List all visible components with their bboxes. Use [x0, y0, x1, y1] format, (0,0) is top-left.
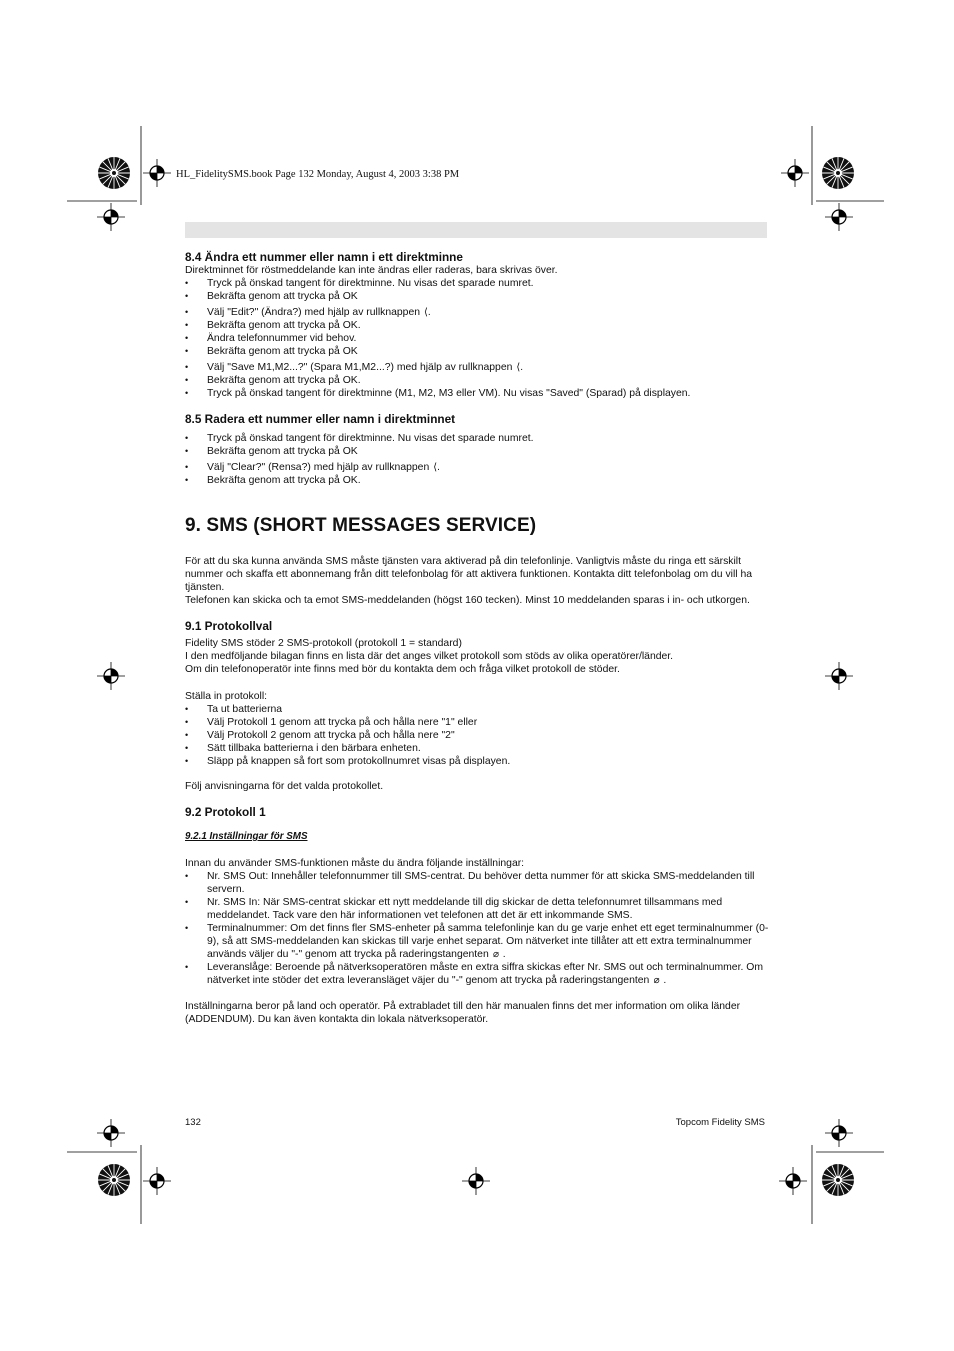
clear-key-icon: ⌀: [492, 949, 499, 960]
section-9-2-title: 9.2 Protokoll 1: [185, 805, 266, 819]
list-item: • Släpp på knappen så fort som protokollnumret visas på displayen.: [185, 755, 769, 768]
section-9-1-line: Fidelity SMS stöder 2 SMS-protokoll (protokoll 1 = standard): [185, 638, 462, 649]
header-band: [185, 222, 767, 238]
chapter-9-paragraph: Telefonen kan skicka och ta emot SMS-meddelanden (högst 160 tecken). Minst 10 meddelanden sparas i in- och utkorgen.: [185, 595, 750, 606]
list-item: • Ta ut batterierna: [185, 703, 769, 716]
list-item: • Ändra telefonnummer vid behov.: [185, 332, 769, 345]
chapter-9-title: 9. SMS (SHORT MESSAGES SERVICE): [185, 515, 537, 536]
section-8-4-intro: Direktminnet för röstmeddelande kan inte ändras eller raderas, bara skrivas över.: [185, 265, 558, 276]
list-item: • Leveranslåge: Beroende på nätverksoperatören måste en extra siffra skickas efter Nr. SMS out och terminalnummer. Om nätverket inte stöder det extra leveransläget väjer du "-" genom att trycka på raderingstangenten ⌀ .: [185, 961, 769, 987]
section-9-2-list: [185, 870, 769, 987]
list-item: • Välj "Edit?" (Ändra?) med hjälp av rullknappen ⟨.: [185, 306, 769, 319]
list-item: • Bekräfta genom att trycka på OK: [185, 290, 769, 303]
section-8-5-title: 8.5 Radera ett nummer eller namn i direktminnet: [185, 412, 456, 426]
list-item: • Välj Protokoll 1 genom att trycka på och hålla nere "1" eller: [185, 716, 769, 729]
section-9-2-1-title: 9.2.1 Inställningar för SMS: [185, 831, 308, 842]
section-8-4-title: 8.4 Ändra ett nummer eller namn i ett direktminne: [185, 250, 463, 264]
section-9-1-line: Om din telefonoperatör inte finns med bör du kontakta dem och fråga vilket protokoll de stöder.: [185, 664, 620, 675]
section-9-2-closing: Inställningarna beror på land och operatör. På extrabladet till den här manualen finns det mer information om olika länder (ADDENDUM). Du kan även kontakta din lokala nätverksoperatör.: [185, 1001, 741, 1025]
scroll-key-icon: ⟨.: [424, 307, 431, 318]
list-item: • Bekräfta genom att trycka på OK.: [185, 319, 769, 332]
list-item: • Välj Protokoll 2 genom att trycka på och hålla nere "2": [185, 729, 769, 742]
section-9-1-lead: Ställa in protokoll:: [185, 691, 268, 702]
list-item: • Bekräfta genom att trycka på OK: [185, 445, 769, 458]
section-9-1-follow: Följ anvisningarna för det valda protokollet.: [185, 781, 384, 792]
section-8-4-list: [185, 277, 769, 400]
page-content: [185, 250, 769, 1026]
list-item: • Bekräfta genom att trycka på OK: [185, 345, 769, 358]
section-9-2-lead: Innan du använder SMS-funktionen måste du ändra följande inställningar:: [185, 858, 525, 869]
page-number: 132: [185, 1117, 201, 1128]
list-item: • Tryck på önskad tangent för direktminne. Nu visas det sparade numret.: [185, 277, 769, 290]
section-9-1-list: [185, 703, 769, 768]
section-8-5-list: [185, 432, 769, 487]
list-item: • Välj "Clear?" (Rensa?) med hjälp av rullknappen ⟨.: [185, 461, 769, 474]
chapter-9-paragraph: För att du ska kunna använda SMS måste tjänsten vara aktiverad på din telefonlinje. Vanligtvis måste du ringa ett särskilt nummer och skaffa ett abonnemang från ditt telefonbolag för att aktivera funktionen. Kontakta ditt telefonbolag om du vill ha tjänsten.: [185, 556, 753, 593]
footer-product: Topcom Fidelity SMS: [675, 1117, 765, 1128]
book-slug: HL_FidelitySMS.book Page 132 Monday, August 4, 2003 3:38 PM: [176, 169, 460, 180]
clear-key-icon: ⌀: [653, 975, 660, 986]
section-9-1-title: 9.1 Protokollval: [185, 619, 273, 633]
list-item: • Bekräfta genom att trycka på OK.: [185, 374, 769, 387]
scroll-key-icon: ⟨.: [516, 362, 524, 373]
list-item: • Sätt tillbaka batterierna i den bärbara enheten.: [185, 742, 769, 755]
list-item: • Nr. SMS Out: Innehåller telefonnummer till SMS-centrat. Du behöver detta nummer för att skicka SMS-meddelanden till servern.: [185, 870, 769, 896]
list-item: • Tryck på önskad tangent för direktminne (M1, M2, M3 eller VM). Nu visas "Saved" (Sparad) på displayen.: [185, 387, 769, 400]
list-item: • Terminalnummer: Om det finns fler SMS-enheter på samma telefonlinje kan du ge varje enhet ett eget terminalnummer (0-9), så att SMS-meddelanden kan skickas till varje enhet separat. Om nätverket inte tillåter att ett extra terminalnummer används väljer du "-" genom att trycka på raderingstangenten ⌀ .: [185, 922, 769, 961]
scroll-key-icon: ⟨.: [433, 462, 440, 473]
section-9-1-line: I den medföljande bilagan finns en lista där det anges vilket protokoll som stöds av olika operatörer/länder.: [185, 651, 674, 662]
list-item: • Nr. SMS In: När SMS-centrat skickar ett nytt meddelande till dig skickar de detta telefonnumret tillsammans med meddelandet. Tack vare den här informationen vet telefonen att det är ett inkommande SMS.: [185, 896, 769, 922]
list-item: • Bekräfta genom att trycka på OK.: [185, 474, 769, 487]
list-item: • Välj "Save M1,M2...?" (Spara M1,M2...?) med hjälp av rullknappen ⟨.: [185, 361, 769, 374]
list-item: • Tryck på önskad tangent för direktminne. Nu visas det sparade numret.: [185, 432, 769, 445]
